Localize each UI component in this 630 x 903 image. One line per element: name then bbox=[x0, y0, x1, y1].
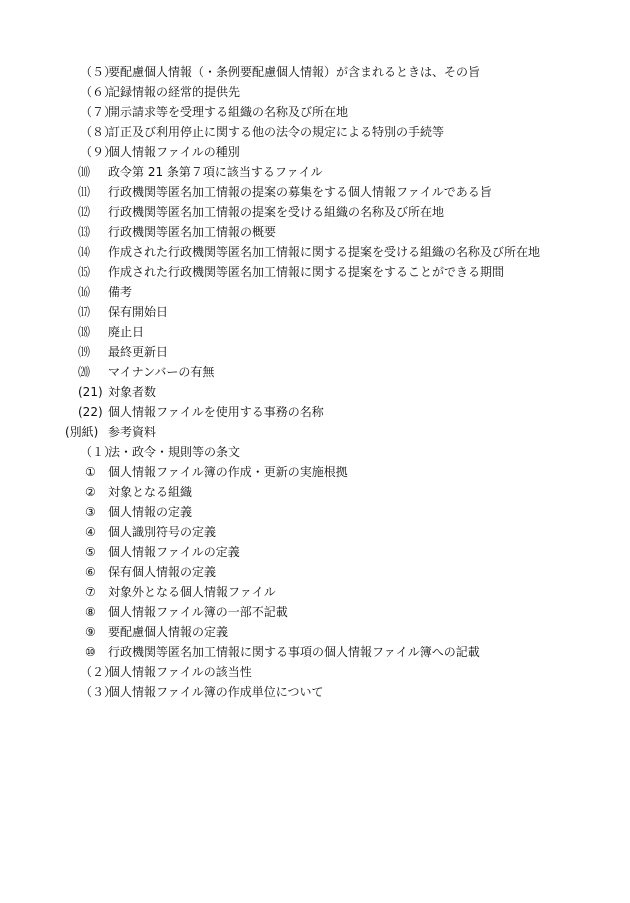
list-item bbox=[0, 522, 630, 542]
list-item bbox=[0, 122, 630, 142]
item-text: 個人情報ファイルの定義 bbox=[108, 545, 240, 559]
item-text: 政令第 21 条第７項に該当するファイル bbox=[108, 165, 323, 179]
item-number: （３） bbox=[80, 685, 117, 699]
item-text: 個人情報ファイルを使用する事務の名称 bbox=[108, 405, 324, 419]
item-text: 対象外となる個人情報ファイル bbox=[108, 585, 276, 599]
item-number: ⑨ bbox=[85, 625, 96, 639]
sub-heading bbox=[0, 662, 630, 682]
list-item bbox=[0, 402, 630, 422]
item-text: 要配慮個人情報（・条例要配慮個人情報）が含まれるときは、その旨 bbox=[108, 65, 481, 79]
list-item bbox=[0, 362, 630, 382]
list-item bbox=[0, 502, 630, 522]
item-number: ⑥ bbox=[85, 565, 96, 579]
item-text: 個人情報ファイルの該当性 bbox=[108, 665, 252, 679]
item-text: 個人情報ファイル簿の一部不記載 bbox=[108, 605, 288, 619]
item-text: 作成された行政機関等匿名加工情報に関する提案を受ける組織の名称及び所在地 bbox=[108, 245, 541, 259]
appendix-heading bbox=[0, 422, 630, 442]
list-item bbox=[0, 642, 630, 662]
item-number: （２） bbox=[80, 665, 117, 679]
list-item bbox=[0, 482, 630, 502]
item-number: （６） bbox=[80, 85, 117, 99]
item-number: ③ bbox=[85, 505, 96, 519]
list-item bbox=[0, 582, 630, 602]
list-item bbox=[0, 462, 630, 482]
item-text: 廃止日 bbox=[108, 325, 145, 339]
list-item bbox=[0, 382, 630, 402]
item-text: 行政機関等匿名加工情報の概要 bbox=[108, 225, 277, 239]
item-number: ⒀ bbox=[78, 225, 91, 239]
item-text: 個人情報の定義 bbox=[108, 505, 193, 519]
item-number: （８） bbox=[80, 125, 117, 139]
item-number: （９） bbox=[80, 145, 117, 159]
item-number: （５） bbox=[80, 65, 117, 79]
item-number: (21) bbox=[78, 385, 103, 399]
item-text: 行政機関等匿名加工情報の提案を受ける組織の名称及び所在地 bbox=[108, 205, 445, 219]
item-text: 個人情報ファイル簿の作成単位について bbox=[108, 685, 324, 699]
list-item bbox=[0, 182, 630, 202]
item-number: （７） bbox=[80, 105, 117, 119]
list-item bbox=[0, 222, 630, 242]
item-number: ⑦ bbox=[85, 585, 96, 599]
item-number: ⑾ bbox=[78, 185, 91, 199]
list-item bbox=[0, 542, 630, 562]
item-text: 行政機関等匿名加工情報に関する事項の個人情報ファイル簿への記載 bbox=[108, 645, 480, 659]
document-body bbox=[0, 62, 630, 702]
item-number: （１） bbox=[80, 445, 117, 459]
item-text: 作成された行政機関等匿名加工情報に関する提案をすることができる期間 bbox=[108, 265, 505, 279]
list-item bbox=[0, 562, 630, 582]
list-item bbox=[0, 142, 630, 162]
appendix-label: (別紙) bbox=[65, 425, 99, 439]
item-number: ⒂ bbox=[78, 265, 91, 279]
list-item bbox=[0, 322, 630, 342]
item-number: ⑽ bbox=[78, 165, 91, 179]
sub-heading bbox=[0, 682, 630, 702]
list-item bbox=[0, 622, 630, 642]
list-item bbox=[0, 82, 630, 102]
list-item bbox=[0, 602, 630, 622]
item-number: ⑿ bbox=[78, 205, 91, 219]
item-text: 要配慮個人情報の定義 bbox=[108, 625, 229, 639]
item-text: 記録情報の経常的提供先 bbox=[108, 85, 241, 99]
item-number: ① bbox=[85, 465, 96, 479]
list-item bbox=[0, 242, 630, 262]
list-item bbox=[0, 62, 630, 82]
item-number: ⒄ bbox=[78, 305, 91, 319]
item-number: ⒅ bbox=[78, 325, 91, 339]
item-number: ⒆ bbox=[78, 345, 91, 359]
item-number: ⒃ bbox=[78, 285, 91, 299]
sub-heading bbox=[0, 442, 630, 462]
list-item bbox=[0, 342, 630, 362]
item-text: 保有開始日 bbox=[108, 305, 169, 319]
list-item bbox=[0, 202, 630, 222]
item-number: ⑤ bbox=[85, 545, 96, 559]
list-item bbox=[0, 102, 630, 122]
list-item bbox=[0, 302, 630, 322]
item-number: ④ bbox=[85, 525, 96, 539]
item-text: マイナンバーの有無 bbox=[108, 365, 215, 379]
item-text: 個人情報ファイル簿の作成・更新の実施根拠 bbox=[108, 465, 348, 479]
item-text: 開示請求等を受理する組織の名称及び所在地 bbox=[108, 105, 349, 119]
item-text: 対象者数 bbox=[108, 385, 157, 399]
item-text: 行政機関等匿名加工情報の提案の募集をする個人情報ファイルである旨 bbox=[108, 185, 492, 199]
item-text: 最終更新日 bbox=[108, 345, 169, 359]
appendix-title: 参考資料 bbox=[108, 425, 157, 439]
list-item bbox=[0, 262, 630, 282]
item-text: 法・政令・規則等の条文 bbox=[108, 445, 241, 459]
item-number: ⒇ bbox=[78, 365, 91, 379]
item-text: 保有個人情報の定義 bbox=[108, 565, 217, 579]
item-text: 個人識別符号の定義 bbox=[108, 525, 217, 539]
item-number: ⑧ bbox=[85, 605, 96, 619]
item-text: 対象となる組織 bbox=[108, 485, 193, 499]
list-item bbox=[0, 162, 630, 182]
item-text: 備考 bbox=[108, 285, 133, 299]
item-number: ⑩ bbox=[85, 645, 96, 659]
item-number: ② bbox=[85, 485, 96, 499]
item-number: ⒁ bbox=[78, 245, 91, 259]
item-text: 訂正及び利用停止に関する他の法令の規定による特別の手続等 bbox=[108, 125, 445, 139]
list-item bbox=[0, 282, 630, 302]
item-text: 個人情報ファイルの種別 bbox=[108, 145, 240, 159]
item-number: (22) bbox=[78, 405, 103, 419]
